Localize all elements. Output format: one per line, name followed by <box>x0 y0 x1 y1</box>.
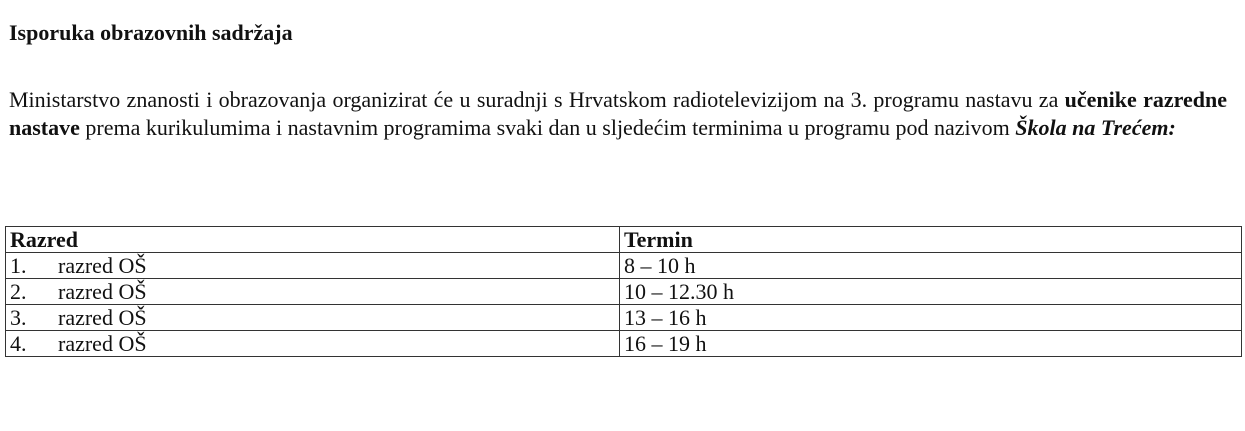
paragraph-text-1: Ministarstvo znanosti i obrazovanja organizirat će u suradnji s Hrvatskom radiotelevizijom na 3. programu nastavu za <box>9 87 1065 112</box>
time-cell: 13 – 16 h <box>620 305 1242 331</box>
table-row <box>6 331 1242 357</box>
table-row <box>6 305 1242 331</box>
row-number: 2. <box>10 278 27 304</box>
header-termin: Termin <box>620 227 1242 253</box>
time-cell: 16 – 19 h <box>620 331 1242 357</box>
class-label: razred OŠ <box>58 252 147 278</box>
time-cell: 8 – 10 h <box>620 253 1242 279</box>
class-cell <box>6 279 620 305</box>
intro-paragraph <box>9 86 1227 142</box>
paragraph-bold-text: učenike razredne nastave <box>9 87 1227 140</box>
class-label: razred OŠ <box>58 278 147 304</box>
row-number: 1. <box>10 252 27 278</box>
time-cell: 10 – 12.30 h <box>620 279 1242 305</box>
program-title: Škola na Trećem: <box>1015 115 1176 140</box>
class-cell <box>6 305 620 331</box>
class-label: razred OŠ <box>58 330 147 356</box>
row-number: 4. <box>10 330 27 356</box>
row-number: 3. <box>10 304 27 330</box>
table-row <box>6 253 1242 279</box>
class-label: razred OŠ <box>58 304 147 330</box>
schedule-table <box>5 226 1242 357</box>
class-cell <box>6 253 620 279</box>
table-row <box>6 279 1242 305</box>
paragraph-text-2: prema kurikulumima i nastavnim programima svaki dan u sljedećim terminima u programu pod nazivom <box>79 115 1016 140</box>
header-razred: Razred <box>6 227 620 253</box>
class-cell <box>6 331 620 357</box>
table-header-row <box>6 227 1242 253</box>
section-heading: Isporuka obrazovnih sadržaja <box>9 20 293 45</box>
